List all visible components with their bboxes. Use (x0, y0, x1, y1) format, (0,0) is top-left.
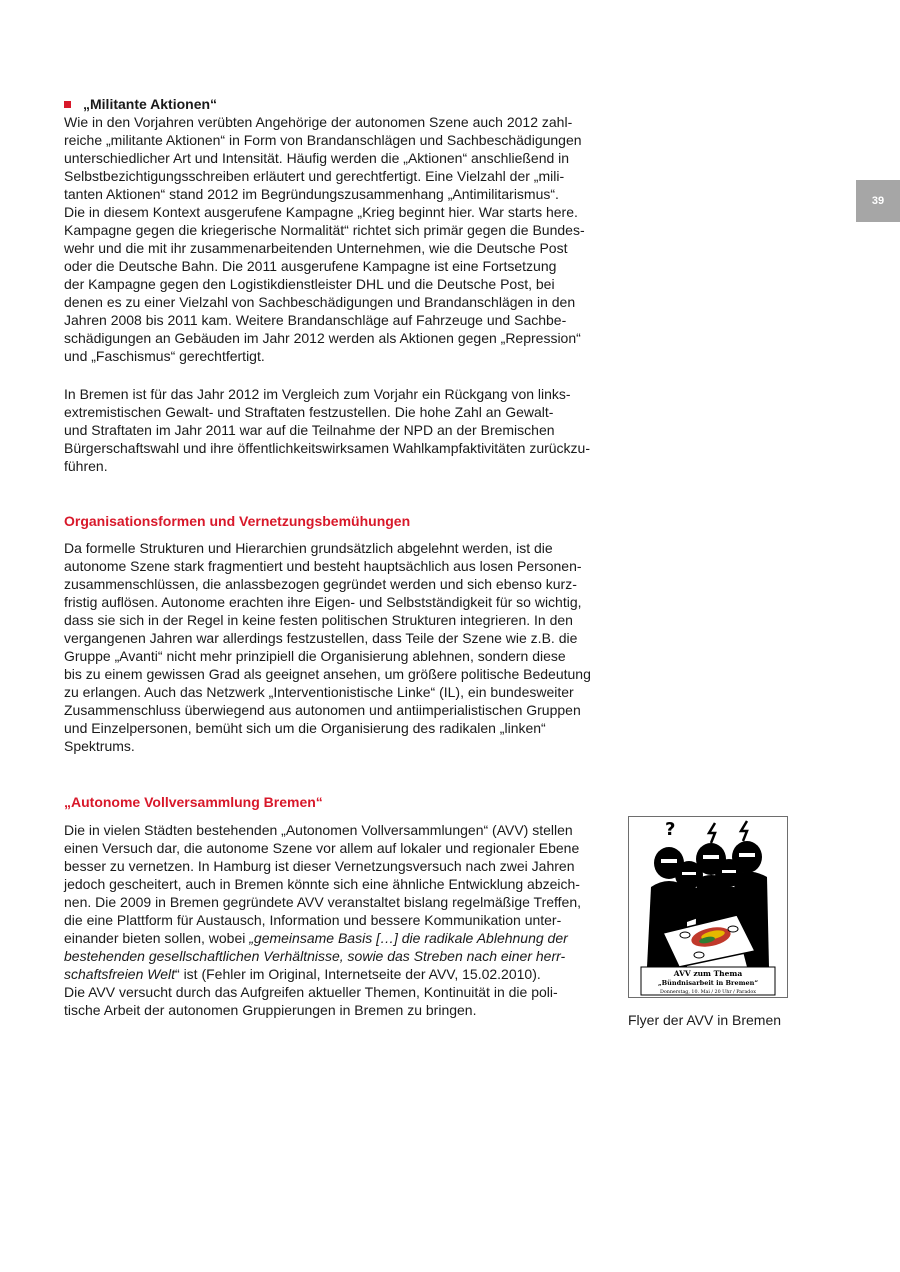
text-line: Die in vielen Städten bestehenden „Autonomen Vollversammlungen“ (AVV) stellen (64, 822, 573, 838)
text-line: dass sie sich in der Regel in keine festen politischen Strukturen integrieren. In den (64, 612, 573, 628)
text-line: reiche „militante Aktionen“ in Form von Brandanschlägen und Sachbeschädigungen (64, 132, 582, 148)
avv-flyer-image (628, 816, 788, 998)
avv-quote-part3: schaftsfreien Welt (64, 966, 176, 982)
text-line: Die in diesem Kontext ausgerufene Kampagne „Krieg beginnt hier. War starts here. (64, 204, 578, 220)
text-line: zu erlangen. Auch das Netzwerk „Interventionistische Linke“ (IL), ein bundesweiter (64, 684, 574, 700)
flyer-title: AVV zum Thema (673, 969, 743, 978)
text-line: In Bremen ist für das Jahr 2012 im Vergleich zum Vorjahr ein Rückgang von links- (64, 386, 571, 402)
text-line: Da formelle Strukturen und Hierarchien grundsätzlich abgelehnt werden, ist die (64, 540, 553, 556)
avv-quote-part2: bestehenden gesellschaftlichen Verhältnisse, sowie das Streben nach einer herr- (64, 948, 566, 964)
text-line: Wie in den Vorjahren verübten Angehörige der autonomen Szene auch 2012 zahl- (64, 114, 573, 130)
section-avv (64, 793, 612, 811)
text-line: extremistischen Gewalt- und Straftaten festzustellen. Die hohe Zahl an Gewalt- (64, 404, 554, 420)
avv-line7-normal: einander bieten sollen, wobei (64, 930, 250, 946)
text-line: tanten Aktionen“ stand 2012 im Begründungszusammenhang „Antimilitarismus“. (64, 186, 559, 202)
question-mark-icon: ? (665, 819, 676, 840)
text-line: nen. Die 2009 in Bremen gegründete AVV veranstaltet bislang regelmäßige Treffen, (64, 894, 582, 910)
section-militant-bremen (64, 385, 612, 475)
section-avv-body (64, 821, 624, 1019)
figure-caption: Flyer der AVV in Bremen (628, 1012, 782, 1028)
avv-source-citation: “ ist (Fehler im Original, Internetseite der AVV, 15.02.2010). (175, 966, 541, 982)
text-line: besser zu vernetzen. In Hamburg ist dieser Vernetzungsversuch nach zwei Jahren (64, 858, 575, 874)
page-number-tab (856, 180, 900, 222)
text-line: und „Faschismus“ gerechtfertigt. (64, 348, 265, 364)
section-heading-organisation: Organisationsformen und Vernetzungsbemühungen (64, 513, 411, 529)
text-line: jedoch gescheitert, auch in Bremen könnte sich eine ähnliche Entwicklung abzeich- (64, 876, 580, 892)
text-line: die eine Plattform für Austausch, Information und bessere Kommunikation unter- (64, 912, 562, 928)
avv-line-quote-middle (64, 947, 624, 965)
text-line: zusammenschlüssen, die anlassbezogen gegründet werden und sich ebenso kurz- (64, 576, 577, 592)
text-line: Spektrums. (64, 738, 135, 754)
paragraph-avv-2 (64, 983, 624, 1019)
section-heading-militant (64, 95, 612, 113)
text-line: fristig auflösen. Autonome erachten ihre Eigen- und Selbstständigkeit für so wichtig, (64, 594, 582, 610)
paragraph-avv-1 (64, 821, 624, 929)
section-organisation (64, 512, 612, 530)
text-line: Selbstbezichtigungsschreiben erläutert und gerechtfertigt. Eine Vielzahl der „mili- (64, 168, 565, 184)
text-line: führen. (64, 458, 108, 474)
text-line: autonome Szene stark fragmentiert und besteht hauptsächlich aus losen Personen- (64, 558, 582, 574)
avv-line-quote-end (64, 965, 624, 983)
section-militant-actions (64, 95, 612, 365)
text-line: bis zu einem gewissen Grad als geeignet ansehen, um größere politische Bedeutung (64, 666, 591, 682)
section-organisation-body (64, 539, 612, 755)
bullet-square-icon (64, 101, 71, 108)
flyer-subtitle: „Bündnisarbeit in Bremen“ (657, 979, 759, 987)
text-line: denen es zu einer Vielzahl von Sachbeschädigungen und Brandanschlägen in den (64, 294, 576, 310)
lightning-icon (741, 821, 747, 841)
text-line: tische Arbeit der autonomen Gruppierungen in Bremen zu bringen. (64, 1002, 477, 1018)
avv-line-quote-start (64, 929, 624, 947)
text-line: wehr und die mit ihr zusammenarbeitenden Unternehmen, wie die Deutsche Post (64, 240, 568, 256)
text-line: und Straftaten im Jahr 2011 war auf die Teilnahme der NPD an der Bremischen (64, 422, 555, 438)
text-line: oder die Deutsche Bahn. Die 2011 ausgerufene Kampagne ist eine Fortsetzung (64, 258, 557, 274)
text-line: Die AVV versucht durch das Aufgreifen aktueller Themen, Kontinuität in die poli- (64, 984, 558, 1000)
text-line: Bürgerschaftswahl und ihre öffentlichkeitswirksamen Wahlkampfaktivitäten zurückzu- (64, 440, 591, 456)
heading-text: „Militante Aktionen“ (83, 96, 218, 112)
text-line: unterschiedlicher Art und Intensität. Häufig werden die „Aktionen“ anschließend in (64, 150, 570, 166)
flyer-date: Donnerstag, 10. Mai / 20 Uhr / Paradox (660, 990, 756, 995)
text-line: einen Versuch dar, die autonome Szene vor allem auf lokaler und regionaler Ebene (64, 840, 580, 856)
text-line: und Einzelpersonen, bemüht sich um die Organisierung des radikalen „linken“ (64, 720, 546, 736)
paragraph-organisation (64, 539, 612, 755)
text-line: Gruppe „Avanti“ nicht mehr prinzipiell die Organisierung ablehnen, sondern diese (64, 648, 566, 664)
text-line: Zusammenschluss überwiegend aus autonomen und antiimperialistischen Gruppen (64, 702, 581, 718)
lightning-icon (709, 823, 715, 843)
page-number: 39 (871, 195, 885, 207)
text-line: der Kampagne gegen den Logistikdienstleister DHL und die Deutsche Post, bei (64, 276, 555, 292)
text-line: Jahren 2008 bis 2011 kam. Weitere Brandanschläge auf Fahrzeuge und Sachbe- (64, 312, 567, 328)
avv-quote-part1: „gemeinsame Basis […] die radikale Ablehnung der (249, 930, 568, 946)
text-line: Kampagne gegen die kriegerische Normalität“ richtet sich primär gegen die Bundes- (64, 222, 585, 238)
text-line: vergangenen Jahren war allerdings festzustellen, dass Teile der Szene wie z.B. die (64, 630, 578, 646)
paragraph-militant-1 (64, 113, 612, 365)
text-line: schädigungen an Gebäuden im Jahr 2012 werden als Aktionen gegen „Repression“ (64, 330, 581, 346)
section-heading-avv: „Autonome Vollversammlung Bremen“ (64, 794, 323, 810)
paragraph-militant-2 (64, 385, 612, 475)
